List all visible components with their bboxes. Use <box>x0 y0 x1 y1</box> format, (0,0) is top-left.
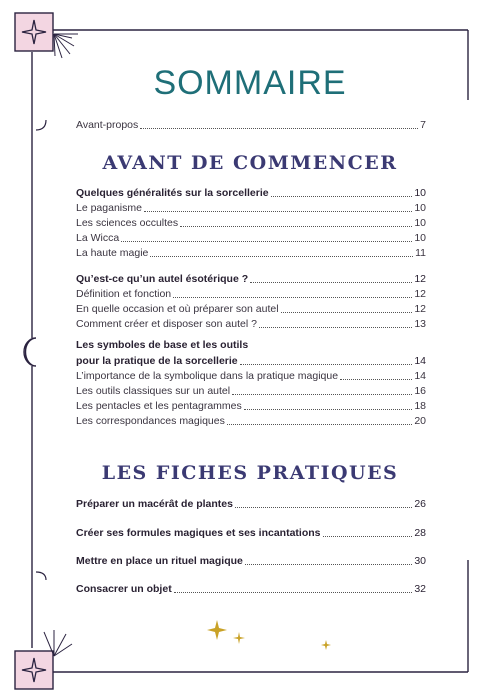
entry-label: Les correspondances magiques <box>76 415 225 427</box>
entry-page: 7 <box>420 119 426 131</box>
entry-label: Consacrer un objet <box>76 583 172 595</box>
toc-entry[interactable] <box>76 118 426 131</box>
entry-page: 16 <box>414 385 426 397</box>
entry-page: 14 <box>414 370 426 382</box>
sparkle-stars-icon <box>205 618 355 658</box>
dot-leader <box>240 363 413 365</box>
entry-page: 26 <box>414 498 426 510</box>
entry-page: 11 <box>415 247 426 259</box>
dot-leader <box>150 255 413 257</box>
toc-entry[interactable] <box>76 317 426 330</box>
entry-label: Quelques généralités sur la sorcellerie <box>76 187 269 199</box>
dot-leader <box>340 378 412 380</box>
toc-entry[interactable] <box>76 231 426 244</box>
toc-heading[interactable] <box>76 354 426 367</box>
entry-page: 12 <box>414 273 426 285</box>
toc-entry[interactable] <box>76 246 426 259</box>
entry-label: La haute magie <box>76 247 149 259</box>
entry-label: Préparer un macérât de plantes <box>76 498 233 510</box>
entry-label: Mettre en place un rituel magique <box>76 555 243 567</box>
entry-page: 10 <box>414 217 426 229</box>
entry-page: 13 <box>414 318 426 330</box>
entry-page: 12 <box>414 288 426 300</box>
entry-label: Définition et fonction <box>76 288 172 300</box>
dot-leader <box>180 225 412 227</box>
toc-entry[interactable] <box>76 582 426 595</box>
entry-label: Les sciences occultes <box>76 217 179 229</box>
entry-label: Créer ses formules magiques et ses incantations <box>76 527 321 539</box>
dot-leader <box>244 408 413 410</box>
toc-entry[interactable] <box>76 554 426 567</box>
entry-label: Comment créer et disposer son autel ? <box>76 318 257 330</box>
toc-entry[interactable] <box>76 302 426 315</box>
entry-page: 10 <box>414 187 426 199</box>
dot-leader <box>121 240 412 242</box>
entry-label: Les outils classiques sur un autel <box>76 385 231 397</box>
dot-leader <box>174 591 413 593</box>
dot-leader <box>173 296 412 298</box>
dot-leader <box>271 195 413 197</box>
toc-entry[interactable] <box>76 201 426 214</box>
entry-label: La Wicca <box>76 232 120 244</box>
entry-label: En quelle occasion et où préparer son autel <box>76 303 279 315</box>
toc-heading[interactable] <box>76 272 426 285</box>
entry-page: 30 <box>414 555 426 567</box>
section-title-fiches: LES FICHES PRATIQUES <box>101 462 399 484</box>
toc-entry[interactable] <box>76 287 426 300</box>
dot-leader <box>144 210 412 212</box>
toc-entry[interactable] <box>76 399 426 412</box>
page-title: SOMMAIRE <box>153 64 347 102</box>
entry-page: 18 <box>414 400 426 412</box>
toc-heading-line1: Les symboles de base et les outils <box>76 339 249 351</box>
toc-entry[interactable] <box>76 384 426 397</box>
dot-leader <box>227 423 412 425</box>
toc-entry[interactable] <box>76 369 426 382</box>
entry-page: 32 <box>414 583 426 595</box>
entry-label: pour la pratique de la sorcellerie <box>76 355 238 367</box>
entry-page: 28 <box>414 527 426 539</box>
entry-page: 12 <box>414 303 426 315</box>
section-title-avant: AVANT DE COMMENCER <box>102 152 398 174</box>
entry-page: 10 <box>414 232 426 244</box>
toc-entry[interactable] <box>76 414 426 427</box>
toc-heading[interactable] <box>76 186 426 199</box>
dot-leader <box>323 535 413 537</box>
entry-page: 10 <box>414 202 426 214</box>
dot-leader <box>245 563 412 565</box>
entry-label: Les pentacles et les pentagrammes <box>76 400 242 412</box>
dot-leader <box>232 393 412 395</box>
entry-label: Le paganisme <box>76 202 142 214</box>
sun-rays-bottom-icon <box>40 622 76 658</box>
dot-leader <box>235 506 412 508</box>
entry-label: L’importance de la symbolique dans la pratique magique <box>76 370 339 382</box>
border-loop-ornaments <box>36 120 50 580</box>
entry-page: 14 <box>414 355 426 367</box>
entry-page: 20 <box>414 415 426 427</box>
toc-entry[interactable] <box>76 216 426 229</box>
dot-leader <box>281 311 413 313</box>
entry-label: Avant-propos <box>76 119 139 131</box>
toc-entry[interactable] <box>76 526 426 539</box>
entry-label: Qu’est-ce qu’un autel ésotérique ? <box>76 273 249 285</box>
dot-leader <box>140 127 418 129</box>
dot-leader <box>259 326 412 328</box>
corner-star-icon <box>14 12 54 52</box>
toc-entry[interactable] <box>76 497 426 510</box>
dot-leader <box>250 281 412 283</box>
